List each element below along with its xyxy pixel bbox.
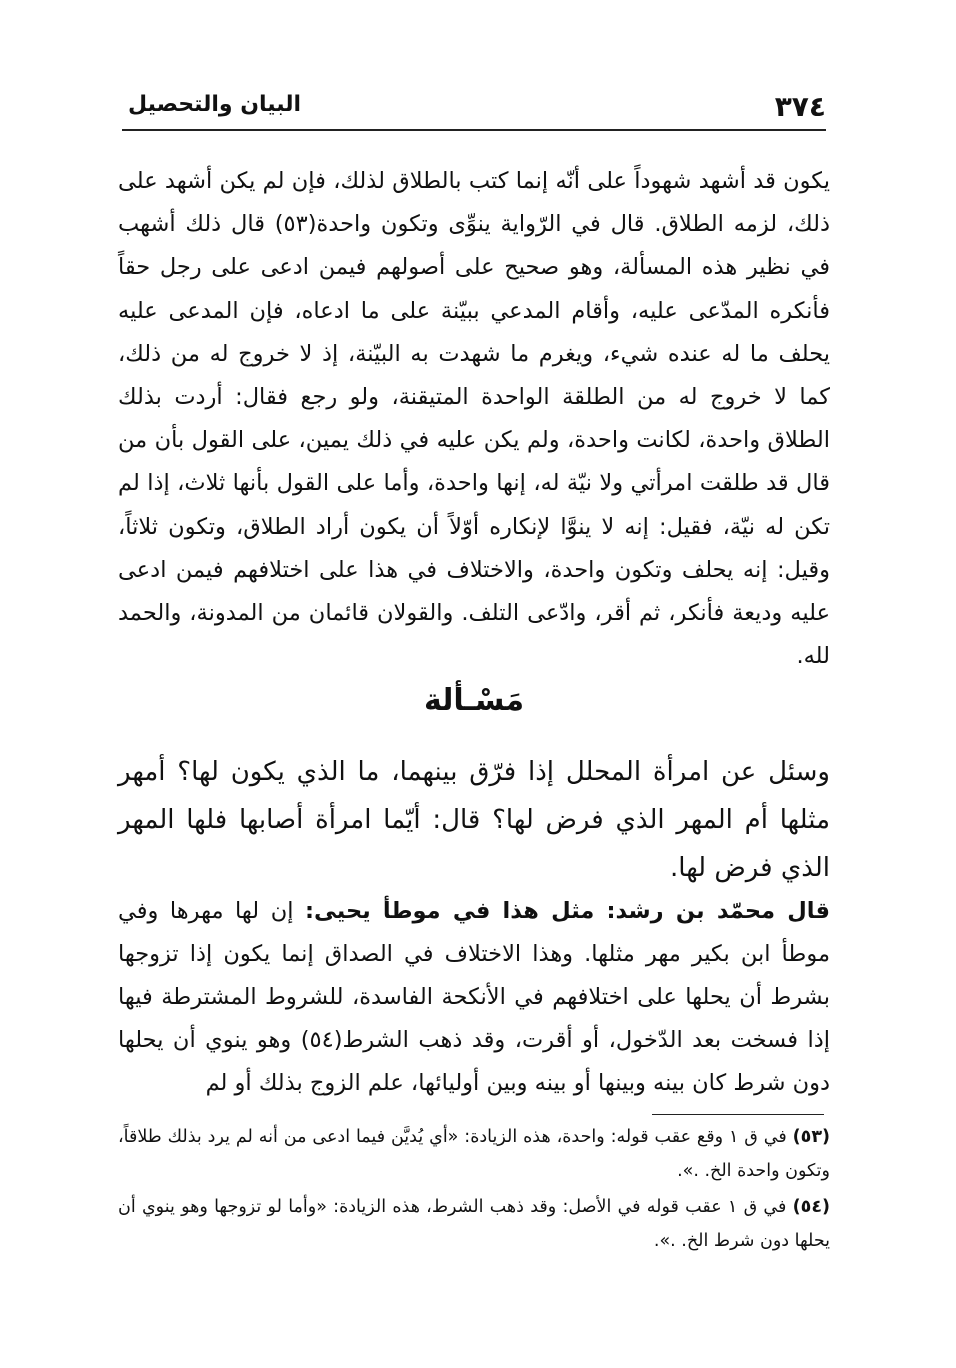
question-paragraph: وسئل عن امرأة المحلل إذا فرّق بينهما، ما الذي يكون لها؟ أمهر مثلها أم المهر الذي فرض لها؟ قال: أيّما امرأة أصابها فلها المهر الذي فرض لها.: [118, 757, 830, 883]
commentary-paragraph: [118, 890, 830, 1105]
header-divider: [122, 129, 826, 131]
footnote-label: (٥٣): [792, 1127, 831, 1147]
footnote-divider: [652, 1114, 824, 1115]
footnote-54: [118, 1190, 830, 1258]
footnote-label: (٥٤): [792, 1197, 831, 1217]
running-title: البيان والتحصيل: [128, 92, 302, 117]
page-header: [122, 88, 826, 128]
footnote-53: [118, 1120, 830, 1188]
page-number: ٣٧٤: [774, 90, 826, 123]
paragraph-1: يكون قد أشهد شهوداً على أنّه إنما كتب بالطلاق لذلك، فإن لم يكن أشهد على ذلك، لزمه الطلاق. قال في الرّواية ينوِّى وتكون واحدة(٥٣) قال ذلك أشهب في نظير هذه المسألة، وهو صحيح على أصولهم فيمن ادعى على رجل حقاً فأنكره المدّعى عليه، وأقام المدعي ببيّنة على ما ادعاه، فإن المدعى عليه يحلف ما له عنده شيء، ويغرم ما شهدت به البيّنة، إذ لا خروج له من ذلك، كما لا خروج له من الطلقة الواحدة المتيقنة، ولو رجع فقال: أردت بذلك الطلاق واحدة، لكانت واحدة، ولم يكن عليه في ذلك يمين، على القول بأن من قال قد طلقت امرأتي ولا نيّة له، إنها واحدة، وأما على القول بأنها ثلاث، إذا لم تكن له نيّة، فقيل: إنه لا ينوَّا لإنكاره أوّلاً أن يكون أراد الطلاق، وتكون ثلاثاً، وقيل: إنه يحلف وتكون واحدة، والاختلاف في هذا على اختلافهم فيمن ادعى عليه وديعة فأنكر، ثم أقر، وادّعى التلف. والقولان قائمان من المدونة، والحمد لله.: [118, 168, 830, 670]
footnote-text: في ق ١ وقع عقب قوله: واحدة، هذه الزيادة: «أي يُديَّن فيما ادعى من أنه لم يرد بذلك طلاقاً، وتكون واحدة الخ. .».: [118, 1127, 830, 1181]
section-title: مَسْـألة: [423, 683, 525, 718]
commentary-body: إن لها مهرها وفي موطأ ابن بكير مهر مثلها. وهذا الاختلاف في الصداق إنما يكون إذا تزوجها بشرط أن يحلها على اختلافهم في الأنكحة الفاسدة، للشروط المشترطة فيها إذا فسخت بعد الدّخول، أو أقرت، وقد ذهب الشرط(٥٤) وهو ينوي أن يحلها دون شرط كان بينه وبينها أو بينه وبين أوليائها، علم الزوج بذلك أو لم: [118, 898, 831, 1096]
commentary-lead: قال محمّد بن رشد: مثل هذا في موطأ يحيى:: [305, 898, 830, 924]
footnotes: [118, 1120, 830, 1258]
footnote-text: في ق ١ عقب قوله في الأصل: وقد ذهب الشرط، هذه الزيادة: «وأما لو تزوجها وهو ينوي أن يحلها دون شرط الخ. .».: [118, 1197, 830, 1251]
